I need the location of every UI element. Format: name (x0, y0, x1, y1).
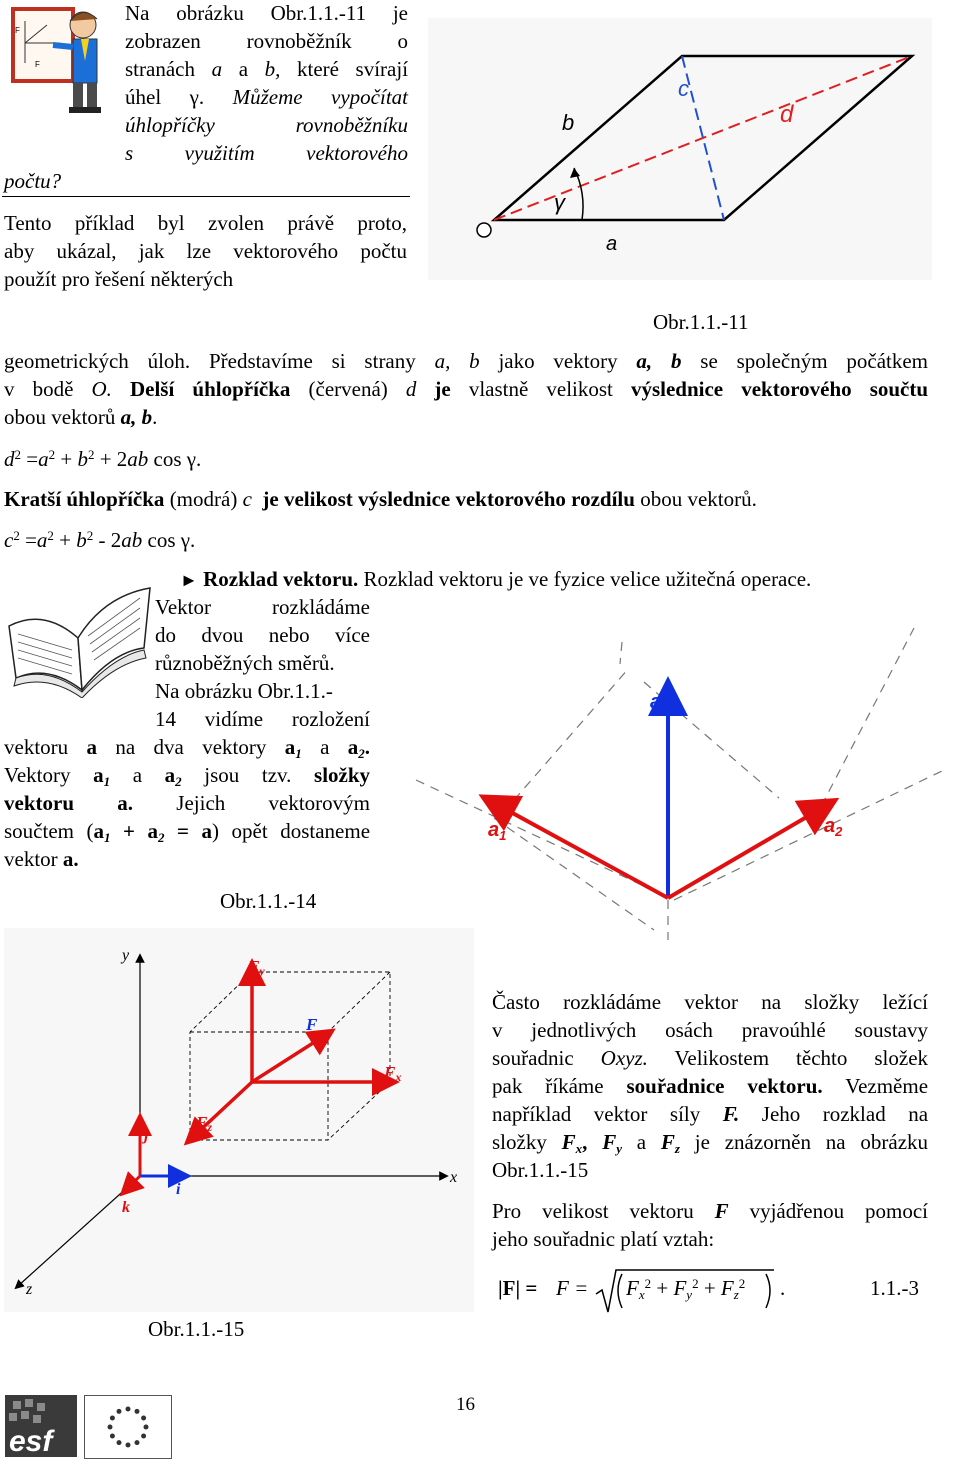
rozklad-line-4: Na obrázku Obr.1.1.- (155, 679, 333, 703)
eu-flag (84, 1395, 172, 1459)
svg-text:F: F (15, 26, 20, 35)
label-axis-x: x (450, 1169, 458, 1186)
rozklad-line-8: vektoru a. Jejich vektorovým (4, 791, 371, 815)
intro-line-3: stranách a a b, které svírají (125, 57, 409, 81)
paragraph-shorter-diagonal: Kratší úhlopříčka (modrá) c je velikost výslednice vektorového rozdílu obou vektorů. (4, 487, 757, 511)
para5-line-4: pak říkáme souřadnice vektoru. Vezměme (492, 1074, 929, 1098)
bullet-arrow-icon: ► (180, 570, 198, 590)
intro-line-5: úhlopříčky rovnoběžníku (125, 113, 408, 137)
label-d: d (780, 101, 794, 128)
para5-line-5: například vektor síly F. Jeho rozklad na (492, 1102, 929, 1126)
label-vector-a: a (650, 691, 662, 713)
formula-d-squared: $d^2 =a^2 + b^2 + 2ab$ cos γ. (4, 447, 202, 471)
label-j: j (144, 1127, 149, 1144)
rozklad-line-1: Vektor rozkládáme (155, 595, 370, 619)
paragraph-diagonals (4, 347, 928, 431)
label-Fy: Fy (248, 957, 265, 978)
book-illustration (4, 578, 154, 698)
rozklad-line-6: vektoru a na dva vektory $a_1$ a $a_2$. (4, 735, 371, 761)
teacher-at-board-icon (5, 3, 117, 115)
label-gamma: γ (554, 190, 565, 215)
paragraph-magnitude (492, 1197, 928, 1253)
para5-line-2: v jednotlivých osách pravoúhlé soustavy (492, 1018, 928, 1042)
rozklad-line-5: 14 vidíme rozložení (155, 707, 370, 731)
intro-line-4: úhel γ. Můžeme vypočítat (125, 85, 408, 109)
label-F: F (306, 1015, 318, 1034)
rozklad-paragraph-wide (4, 733, 370, 873)
label-a: a (606, 233, 618, 255)
esf-logo-icon (5, 1395, 77, 1457)
para5-line-3: souřadnic Oxyz. Velikostem těchto složek (492, 1046, 929, 1070)
caption-fig15: Obr.1.1.-15 (148, 1317, 245, 1341)
caption-fig14: Obr.1.1.-14 (220, 889, 317, 913)
rozklad-line-3: různoběžných směrů. (155, 651, 335, 675)
para5-line-6: složky $F_x$, $F_y$ a $F_z$ je znázorněn na obrázku (492, 1130, 929, 1156)
label-axis-y: y (122, 947, 130, 964)
teacher-illustration (5, 3, 117, 115)
para5-line-1: Často rozkládáme vektor na složky ležící (492, 990, 928, 1014)
rozklad-paragraph-narrow (155, 593, 370, 733)
para6-line-1: Pro velikost vektoru F vyjádřenou pomocí (492, 1199, 928, 1223)
formula-magnitude (498, 1264, 930, 1316)
intro-line-1: Na obrázku Obr.1.1.-11 je (125, 1, 408, 25)
paragraph-coordinates (492, 988, 928, 1184)
rozklad-line-7: Vektory $a_1$ a $a_2$ jsou tzv. složky (4, 763, 371, 789)
formula-F: F = (556, 1276, 589, 1300)
intro-line-7: počtu? (4, 169, 62, 193)
label-b: b (562, 110, 575, 135)
caption-fig11: Obr.1.1.-11 (653, 310, 749, 334)
para3-line-1: geometrických úloh. Představíme si strany a, b jako vektory a, b se společným počátkem (4, 349, 928, 373)
formula-absF: |F| = (498, 1276, 538, 1300)
label-vector-a1: $a_1$ (488, 819, 507, 843)
intro-line-6: s využitím vektorového (125, 141, 408, 165)
para6-line-2: jeho souřadnic platí vztah: (492, 1227, 715, 1251)
svg-text:F: F (35, 60, 40, 69)
para2-line-2: aby ukázal, jak lze vektorového počtu (4, 239, 407, 263)
rozklad-line-2: do dvou nebo více (155, 623, 370, 647)
intro-paragraph-2 (4, 209, 407, 293)
esf-logo (5, 1395, 77, 1457)
intro-divider (2, 196, 410, 197)
rozklad-heading: ► Rozklad vektoru. Rozklad vektoru je ve fyzice velice užitečná operace. (180, 567, 812, 591)
open-book-icon (4, 578, 154, 698)
intro-paragraph (125, 0, 408, 167)
label-Fx: Fx (384, 1063, 402, 1084)
para5-line-7: Obr.1.1.-15 (492, 1158, 589, 1182)
page-number: 16 (456, 1394, 475, 1415)
label-Fz: Fz (196, 1113, 213, 1134)
label-c: c (678, 76, 689, 101)
rozklad-line-10: vektor a. (4, 847, 79, 871)
eu-stars-icon (85, 1396, 171, 1458)
para3-line-3: obou vektorů a, b. (4, 405, 158, 429)
figure-3d-components (4, 928, 474, 1312)
label-k: k (122, 1199, 130, 1216)
rozklad-line-9: součtem $(a_1 + a_2 = a)$ opět dostaneme (4, 819, 371, 845)
formula-sum: $F_x^2 + F_y^2 + F_z^2$ (626, 1276, 746, 1302)
label-vector-a2: $a_2$ (824, 815, 843, 839)
formula-period: . (780, 1276, 786, 1300)
figure-decomposition (384, 600, 958, 968)
para2-line-3: použít pro řešení některých (4, 267, 234, 291)
formula-c-squared: $c^2 =a^2 + b^2 - 2ab$ cos γ. (4, 528, 196, 552)
origin-point (477, 223, 491, 237)
label-axis-z: z (26, 1281, 33, 1298)
formula-number: 1.1.-3 (870, 1276, 919, 1300)
para2-line-1: Tento příklad byl zvolen právě proto, (4, 211, 407, 235)
svg-text:esf: esf (9, 1425, 53, 1457)
para3-line-2: v bodě O. Delší úhlopříčka (červená) d je vlastně velikost výslednice vektorového součtu (4, 377, 929, 401)
figure-parallelogram (428, 18, 932, 280)
intro-line-2: zobrazen rovnoběžník o (125, 29, 408, 53)
label-i: i (176, 1181, 181, 1198)
